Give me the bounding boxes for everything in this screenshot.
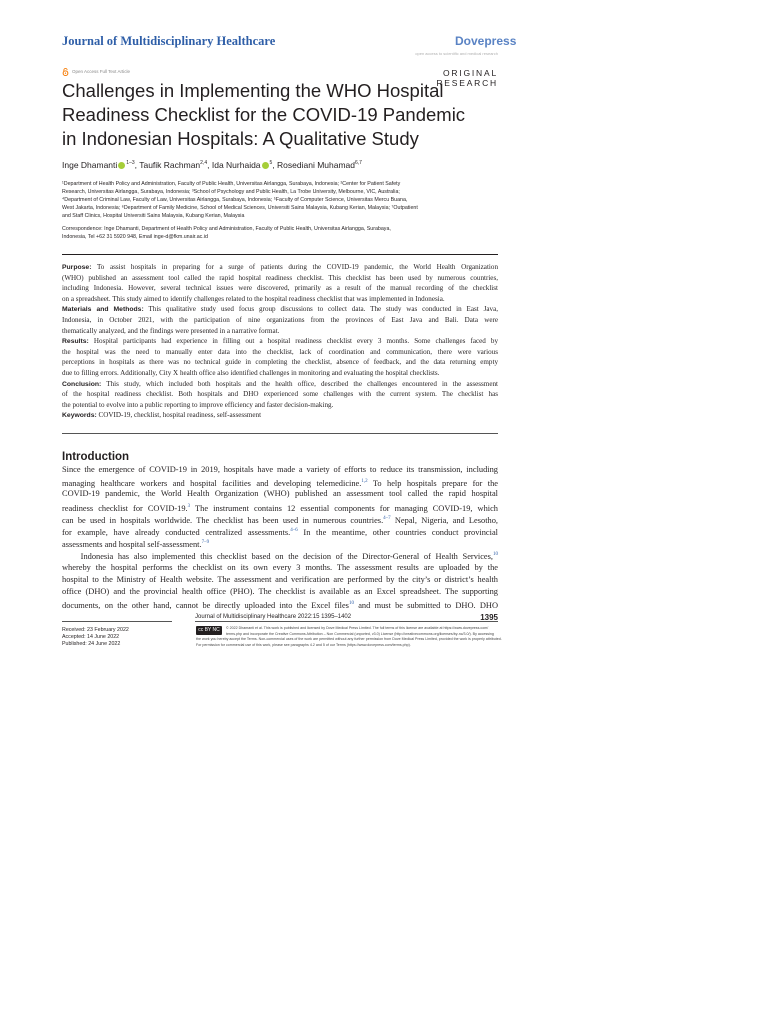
abstract-line	[62, 410, 498, 422]
abstract-text: of the hospital readiness checklist. Both hospitals and DHO experienced some challenges with the current system. The checklist has	[62, 390, 498, 399]
abstract-line	[62, 294, 498, 305]
published-date: Published: 24 June 2022	[62, 641, 121, 647]
license-line: the work you hereby accept the Terms. Non-commercial uses of the work are permitted without any further permission from Dove Medical Press Limited, provided the work is properly attributed.	[196, 637, 502, 641]
article-type: ORIGINAL RESEARCH	[436, 68, 498, 88]
section-heading-introduction: Introduction	[62, 451, 130, 463]
citation-reference[interactable]: 4–6	[290, 528, 298, 533]
body-text-line	[62, 562, 498, 574]
body-text: for example, have already conducted centralized assessments.	[62, 527, 291, 537]
abstract-text: including Indonesia. However, several technical issues were discovered, primarily as a result of the manual recording of the checklist	[62, 284, 498, 293]
author-affiliation-mark: 1–3	[126, 160, 135, 167]
journal-citation: Journal of Multidisciplinary Healthcare 2022:15 1395–1402	[195, 614, 352, 620]
body-text: Since the emergence of COVID-19 in 2019, hospitals have made a variety of efforts to reduce its transmission, including	[62, 465, 498, 474]
abstract-bottom-rule	[62, 433, 498, 434]
abstract-line	[62, 283, 498, 294]
abstract-text: the potential to evolve into a public reporting to improve efficiency and faster decision-making.	[62, 400, 334, 409]
author-affiliation-mark: 2,4	[200, 160, 208, 167]
abstract-line	[62, 273, 498, 284]
abstract-text: due to filling errors. Additionally, City X health office also identified challenges in monitoring and evaluating the hospital checklists.	[62, 369, 440, 377]
citation-reference[interactable]: 10	[348, 601, 354, 607]
accepted-date: Accepted: 14 June 2022	[62, 634, 120, 640]
correspondence-line: Indonesia, Tel +62 31 5920 948, Email inge-d@fkm.unair.ac.id	[62, 234, 208, 240]
abstract-text: (WHO) published an assessment tool called the rapid hospital readiness checklist. This checklist has been used by numerous countries,	[62, 273, 498, 282]
correspondence-line: Correspondence: Inge Dhamanti, Department of Health Policy and Administration, Faculty of Public Health, Universitas Airlangga, Surabaya,	[62, 226, 391, 232]
journal-name[interactable]: Journal of Multidisciplinary Healthcare	[62, 34, 276, 48]
body-text: documents, on the other hand, cannot be directly uploaded into the Excel files	[62, 600, 349, 610]
abstract-text: on a spreadsheet. This study aimed to identify challenges related to the hospital readiness checklist that was implemented in Indonesia.	[62, 294, 445, 303]
citation-reference[interactable]: 7–9	[201, 540, 210, 546]
body-text: can be used in hospitals worldwide. The checklist has been used in numerous countries.	[62, 515, 384, 525]
open-access-icon	[62, 68, 69, 76]
body-text: Nepal, Nigeria, and Lesotho,	[390, 515, 498, 525]
body-text-line	[62, 598, 498, 612]
abstract-text: To assist hospitals in preparing for a surge of patients during the COVID-19 pandemic, the World Health Organization	[91, 263, 498, 271]
abstract-line	[62, 326, 498, 337]
body-text: assessments and hospital self-assessment.	[62, 539, 202, 549]
abstract-text: thematically analyzed, and the findings were presented in a narrative format.	[62, 326, 280, 335]
affiliation-line: and Staff Clinics, Hospital Universiti Sains Malaysia, Kubang Kerian, Malaysia	[62, 213, 245, 219]
body-text: COVID-19 pandemic, the World Health Organization (WHO) published an assessment tool called the rapid hospital	[62, 489, 498, 499]
body-text-line	[62, 574, 498, 586]
affiliation-line: ¹Department of Health Policy and Administration, Faculty of Public Health, Universitas Airlangga, Surabaya, Indonesia; ²Center for Patient Safety	[62, 181, 401, 187]
abstract-line	[62, 389, 498, 400]
orcid-icon[interactable]	[118, 162, 125, 169]
abstract-text: This qualitative study used focus group discussions to collect data. The study was conducted in East Java,	[143, 305, 498, 314]
body-text-line	[62, 586, 498, 598]
body-text: To help hospitals prepare for the	[367, 478, 498, 488]
footer-rule-left	[62, 621, 172, 622]
citation-reference[interactable]: 1,2	[361, 479, 368, 485]
abstract-text: Indonesia, in October 2021, with the participation of nine organizations from the provinces of East Java and Bali. Data were	[62, 316, 498, 324]
article-title-line: in Indonesian Hospitals: A Qualitative Study	[62, 128, 419, 149]
abstract-top-rule	[62, 254, 498, 255]
body-text: hospital to the Ministry of Health website. The assessment and verification are performed by the city’s or district’s health	[62, 574, 498, 584]
citation-reference[interactable]: 3	[187, 503, 191, 509]
author-name[interactable]: Taufik Rachman	[139, 160, 201, 170]
body-text-line	[62, 488, 498, 500]
author-affiliation-mark: 5	[269, 160, 273, 167]
author-name[interactable]: Inge Dhamanti	[62, 160, 118, 170]
citation-reference[interactable]: 4–7	[383, 515, 391, 521]
affiliation-line: ⁴Department of Criminal Law, Faculty of Law, Universitas Airlangga, Surabaya, Indonesia; ⁵Faculty of Computer Science, Universitas Mercu Buana,	[62, 197, 408, 203]
author-affiliation-mark: 6,7	[355, 160, 362, 167]
abstract-section-label: Keywords:	[62, 412, 97, 420]
body-text: In the meantime, other countries conduct provincial	[297, 527, 498, 537]
footer-rule-right	[195, 621, 498, 622]
publisher-logo[interactable]: Dovepress	[455, 34, 517, 48]
abstract-section-label: Materials and Methods:	[62, 306, 144, 314]
article-title-line: Readiness Checklist for the COVID-19 Pandemic	[62, 104, 466, 125]
orcid-icon[interactable]	[262, 162, 269, 169]
body-text: readiness checklist for COVID-19.	[62, 503, 188, 513]
affiliation-line: West Jakarta, Indonesia; ⁶Department of Family Medicine, School of Medical Sciences, Universiti Sains Malaysia, Kubang Kerian, Malaysia; ⁷Outpatient	[62, 205, 418, 211]
abstract-section-label: Results:	[62, 338, 89, 346]
body-text: office (DHO) and the provincial health office (PHO). The checklist is available as an Excel spreadsheet. The supporting	[62, 587, 498, 596]
abstract-section-label: Conclusion:	[62, 380, 102, 388]
author-name[interactable]: Rosediani Muhamad	[277, 160, 356, 170]
abstract-line	[62, 368, 498, 379]
citation-reference[interactable]: 10	[493, 552, 498, 558]
abstract-line	[62, 400, 498, 411]
abstract-text: perceptions in hospitals as there was no technical guide in completing the checklist, absence of feedback, and the data returning empty	[62, 358, 498, 367]
abstract-text: This study, which included both hospitals and the health office, described the challenges encountered in the assessment	[101, 379, 498, 388]
affiliation-line: Research, Universitas Airlangga, Surabaya, Indonesia; ³School of Psychology and Public Health, La Trobe University, Melbourne, VIC, Australia;	[62, 189, 400, 195]
author-list: Inge Dhamanti $^{1-3}$, Taufik Rachman$^{2,4}$, Ida Nurhaida $^5$, Rosediani Muhamad$^{6,7}$	[62, 160, 362, 170]
abstract-text: Hospital participants had experience in filling out a hospital readiness checklist every 3 months. Some challenges faced by	[88, 337, 498, 346]
creative-commons-badge[interactable]: cc BY NC	[196, 626, 222, 635]
abstract-line	[62, 357, 498, 368]
abstract-section-label: Purpose:	[62, 264, 92, 271]
article-title-line: Challenges in Implementing the WHO Hospital	[62, 80, 444, 101]
body-text-line	[62, 464, 498, 476]
page-number: 1395	[480, 613, 498, 622]
license-line: © 2022 Dhamanti et al. This work is published and licensed by Dove Medical Press Limited. The full terms of this license are available at https://www.dovepress.com/	[226, 626, 489, 630]
body-text: whereby the hospital performs the checklist on its own every 3 months. The assessment results are uploaded by the	[62, 562, 498, 572]
abstract-line	[62, 347, 498, 358]
abstract-line	[62, 315, 498, 326]
abstract-text: COVID-19, checklist, hospital readiness, self-assessment	[96, 411, 262, 420]
author-name[interactable]: Ida Nurhaida	[211, 160, 261, 170]
open-access-label: Open Access Full Text Article	[72, 69, 130, 74]
abstract-text: the hospital was the need to manually enter data into the checklist, lack of coordination and communication, there were various	[62, 347, 498, 356]
body-text: Indonesia has also implemented this checklist based on the decision of the Director-General of Health Services,	[62, 552, 493, 562]
body-text: The instrument contains 12 essential components for managing COVID-19, which	[190, 503, 498, 513]
received-date: Received: 23 February 2022	[62, 627, 129, 633]
body-text: managing healthcare workers and hospital facilities and developing telemedicine.	[62, 478, 362, 488]
license-line: For permission for commercial use of this work, please see paragraphs 4.2 and 5 of our Terms (https://www.dovepress.com/terms.php).	[196, 642, 411, 647]
publisher-tagline: open access to scientific and medical research	[415, 51, 498, 56]
license-line: terms.php and incorporate the Creative Commons Attribution – Non Commercial (unported, v3.0) License (http://creativecommons.org/licenses/by-nc/3.0/). By accessing	[226, 631, 494, 636]
body-text: and must be submitted to DHO. DHO	[353, 600, 498, 610]
